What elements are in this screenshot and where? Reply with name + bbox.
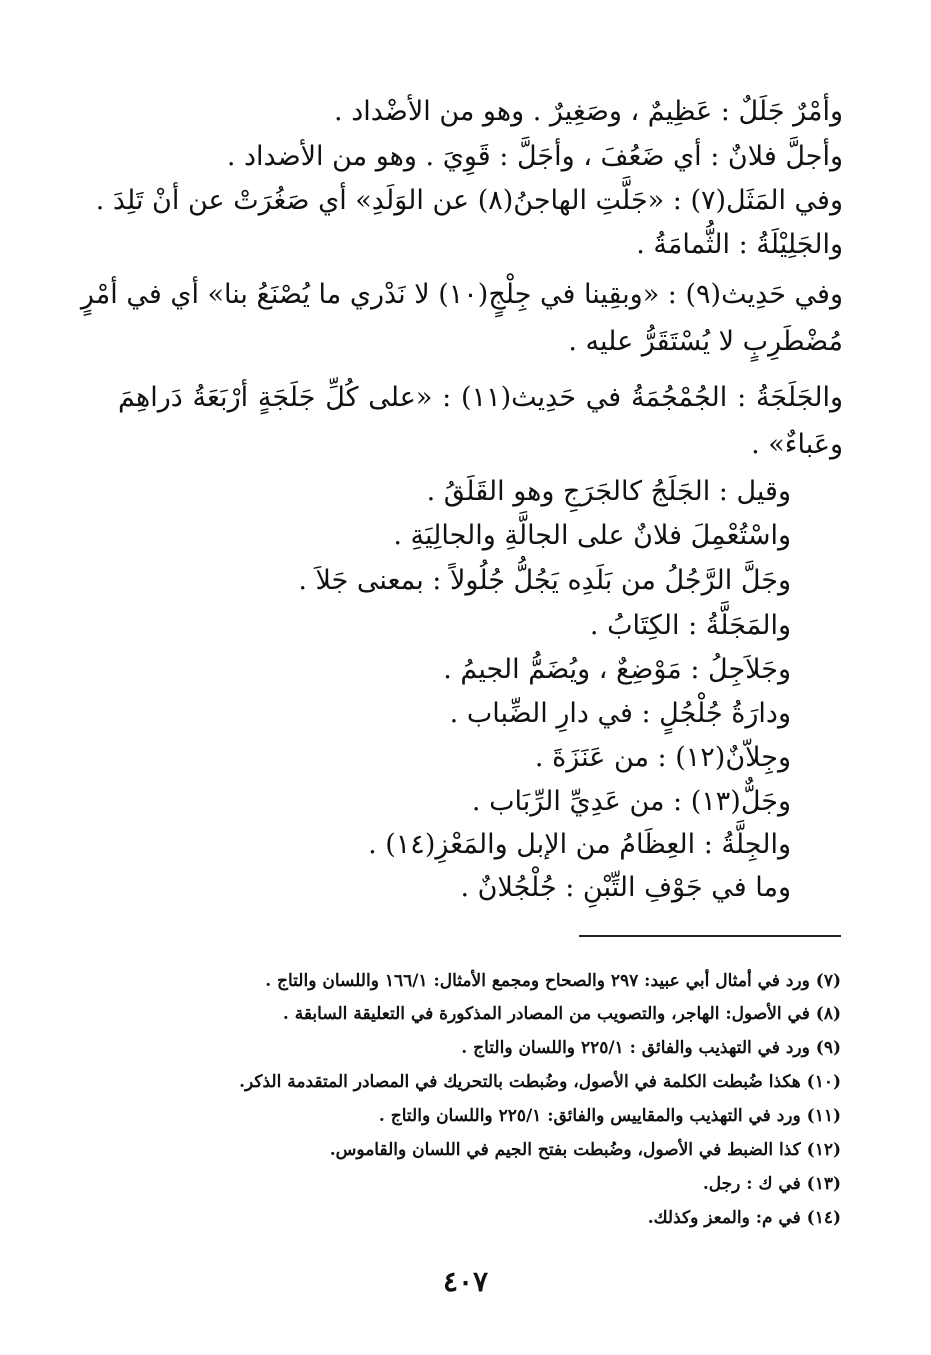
text-line: وعَباءٌ» . xyxy=(751,429,843,460)
text-line: ودارَةُ جُلْجُلٍ : في دارِ الضِّباب . xyxy=(449,698,791,729)
text-line: وجَلاَجِلُ : مَوْضِعٌ ، ويُضَمُّ الجيمُ . xyxy=(443,654,791,685)
text-line: وفي المَثَل(٧) : «جَلَّتِ الهاجنُ(٨) عن الوَلَدِ» أي صَغُرَتْ عن أنْ تَلِدَ . xyxy=(95,185,843,216)
text-line: وأمْرٌ جَلَلٌ : عَظِيمٌ ، وصَغِيرٌ . وهو من الأضْداد . xyxy=(334,96,843,127)
text-line: مُضْطَرِبٍ لا يُسْتَقَرُّ عليه . xyxy=(568,326,843,357)
footnote: (٩) ورد في التهذيب والفائق : ٢٢٥/١ واللسان والتاج . xyxy=(461,1038,841,1058)
footnote: (٧) ورد في أمثال أبي عبيد: ٢٩٧ والصحاح ومجمع الأمثال: ١٦٦/١ واللسان والتاج . xyxy=(265,971,841,991)
text-line: والمَجَلَّةُ : الكِتَابُ . xyxy=(589,610,791,641)
text-line: وما في جَوْفِ التِّبْنِ : جُلْجُلانٌ . xyxy=(460,872,791,903)
text-line: واسْتُعْمِلَ فلانٌ على الجالَّةِ والجالِيَةِ . xyxy=(393,520,791,551)
text-line: وجَلٌّ(١٣) : من عَدِيِّ الرِّبَاب . xyxy=(471,786,791,817)
text-line: وفي حَدِيث(٩) : «وبقِينا في جِلْجٍ(١٠) لا نَدْري ما يُصْنَعُ بنا» أي في أمْرٍ xyxy=(80,279,843,310)
footnote: (١٣) في ك : رجل. xyxy=(702,1174,841,1194)
text-line: والجَلَجَةُ : الجُمْجُمَةُ في حَدِيث(١١) : «على كُلِّ جَلَجَةٍ أرْبَعَةُ دَراهِمَ xyxy=(118,382,843,413)
footnote: (١٤) في م: والمعز وكذلك. xyxy=(647,1208,841,1228)
footnote: (٨) في الأصول: الهاجر، والتصويب من المصادر المذكورة في التعليقة السابقة . xyxy=(282,1004,841,1024)
text-line: والجِلَّةُ : العِظَامُ من الإبل والمَعْزِ(١٤) . xyxy=(368,829,791,860)
footnote: (١٢) كذا الضبط في الأصول، وضُبطت بفتح الجيم في اللسان والقاموس. xyxy=(329,1140,841,1160)
text-line: وقيل : الجَلَجُ كالجَرَجِ وهو القَلَقُ . xyxy=(426,476,791,507)
footnote: (١٠) هكذا ضُبطت الكلمة في الأصول، وضُبطت بالتحريك في المصادر المتقدمة الذكر. xyxy=(239,1072,841,1092)
footnote-separator xyxy=(579,935,841,937)
text-line: والجَلِيْلَةُ : الثُّمامَةُ . xyxy=(636,229,843,260)
text-line: وأجلَّ فلانٌ : أي ضَعُفَ ، وأجَلَّ : قَوِيَ . وهو من الأضداد . xyxy=(226,141,843,172)
text-line: وجَلَّ الرَّجُلُ من بَلَدِه يَجُلُّ جُلُولاً : بمعنى جَلاَ . xyxy=(298,565,791,596)
page-number: ٤٠٧ xyxy=(442,1265,489,1298)
footnote: (١١) ورد في التهذيب والمقاييس والفائق: ٢٢٥/١ واللسان والتاج . xyxy=(378,1106,841,1126)
text-line: وجِلاّنٌ(١٢) : من عَنَزَةَ . xyxy=(534,742,791,773)
